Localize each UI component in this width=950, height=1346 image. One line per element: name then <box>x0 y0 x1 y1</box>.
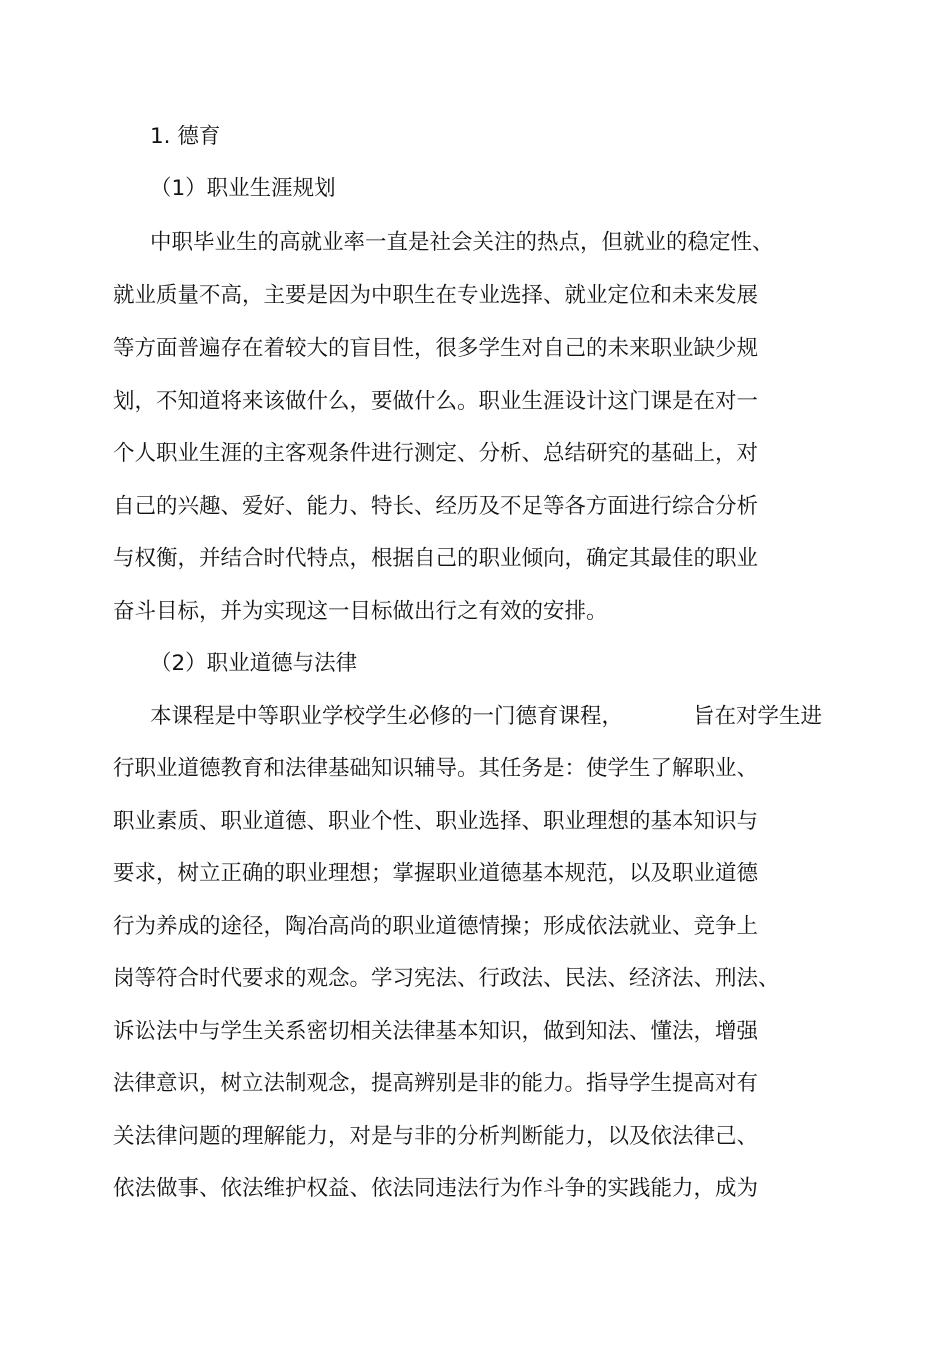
paragraph-line: 等方面普遍存在着较大的盲目性，很多学生对自己的未来职业缺少规 <box>113 336 759 361</box>
paragraph-line: 个人职业生涯的主客观条件进行测定、分析、总结研究的基础上，对 <box>113 441 759 466</box>
section-heading: 1. 德育 <box>150 124 221 149</box>
paragraph-line <box>150 702 822 732</box>
subsection-heading-career-planning: （1）职业生涯规划 <box>150 176 336 201</box>
paragraph-line: 行职业道德教育和法律基础知识辅导。其任务是：使学生了解职业、 <box>113 756 759 781</box>
paragraph-line: 中职毕业生的高就业率一直是社会关注的热点，但就业的稳定性、 <box>150 230 774 255</box>
paragraph-line: 法律意识，树立法制观念，提高辨别是非的能力。指导学生提高对有 <box>113 1071 759 1096</box>
paragraph-line: 奋斗目标，并为实现这一目标做出行之有效的安排。 <box>113 599 608 624</box>
paragraph-line: 行为养成的途径，陶冶高尚的职业道德情操；形成依法就业、竞争上 <box>113 914 759 939</box>
subsection-heading-ethics-and-law: （2）职业道德与法律 <box>150 651 358 676</box>
paragraph-line: 诉讼法中与学生关系密切相关法律基本知识，做到知法、懂法，增强 <box>113 1019 759 1044</box>
paragraph-line: 划，不知道将来该做什么，要做什么。职业生涯设计这门课是在对一 <box>113 389 759 414</box>
paragraph-line: 与权衡，并结合时代特点，根据自己的职业倾向，确定其最佳的职业 <box>113 546 759 571</box>
paragraph-line: 关法律问题的理解能力，对是与非的分析判断能力，以及依法律己、 <box>113 1124 759 1149</box>
paragraph-line: 依法做事、依法维护权益、依法同违法行为作斗争的实践能力，成为 <box>113 1176 759 1201</box>
paragraph-line-part: 本课程是中等职业学校学生必修的一门德育课程， <box>150 704 624 729</box>
paragraph-line: 职业素质、职业道德、职业个性、职业选择、职业理想的基本知识与 <box>113 809 759 834</box>
paragraph-line-part: 旨在对学生进 <box>693 704 823 729</box>
paragraph-line: 要求，树立正确的职业理想；掌握职业道德基本规范，以及职业道德 <box>113 861 759 886</box>
paragraph-line: 就业质量不高，主要是因为中职生在专业选择、就业定位和未来发展 <box>113 283 759 308</box>
paragraph-line: 自己的兴趣、爱好、能力、特长、经历及不足等各方面进行综合分析 <box>113 494 759 519</box>
paragraph-line: 岗等符合时代要求的观念。学习宪法、行政法、民法、经济法、刑法、 <box>113 966 780 991</box>
